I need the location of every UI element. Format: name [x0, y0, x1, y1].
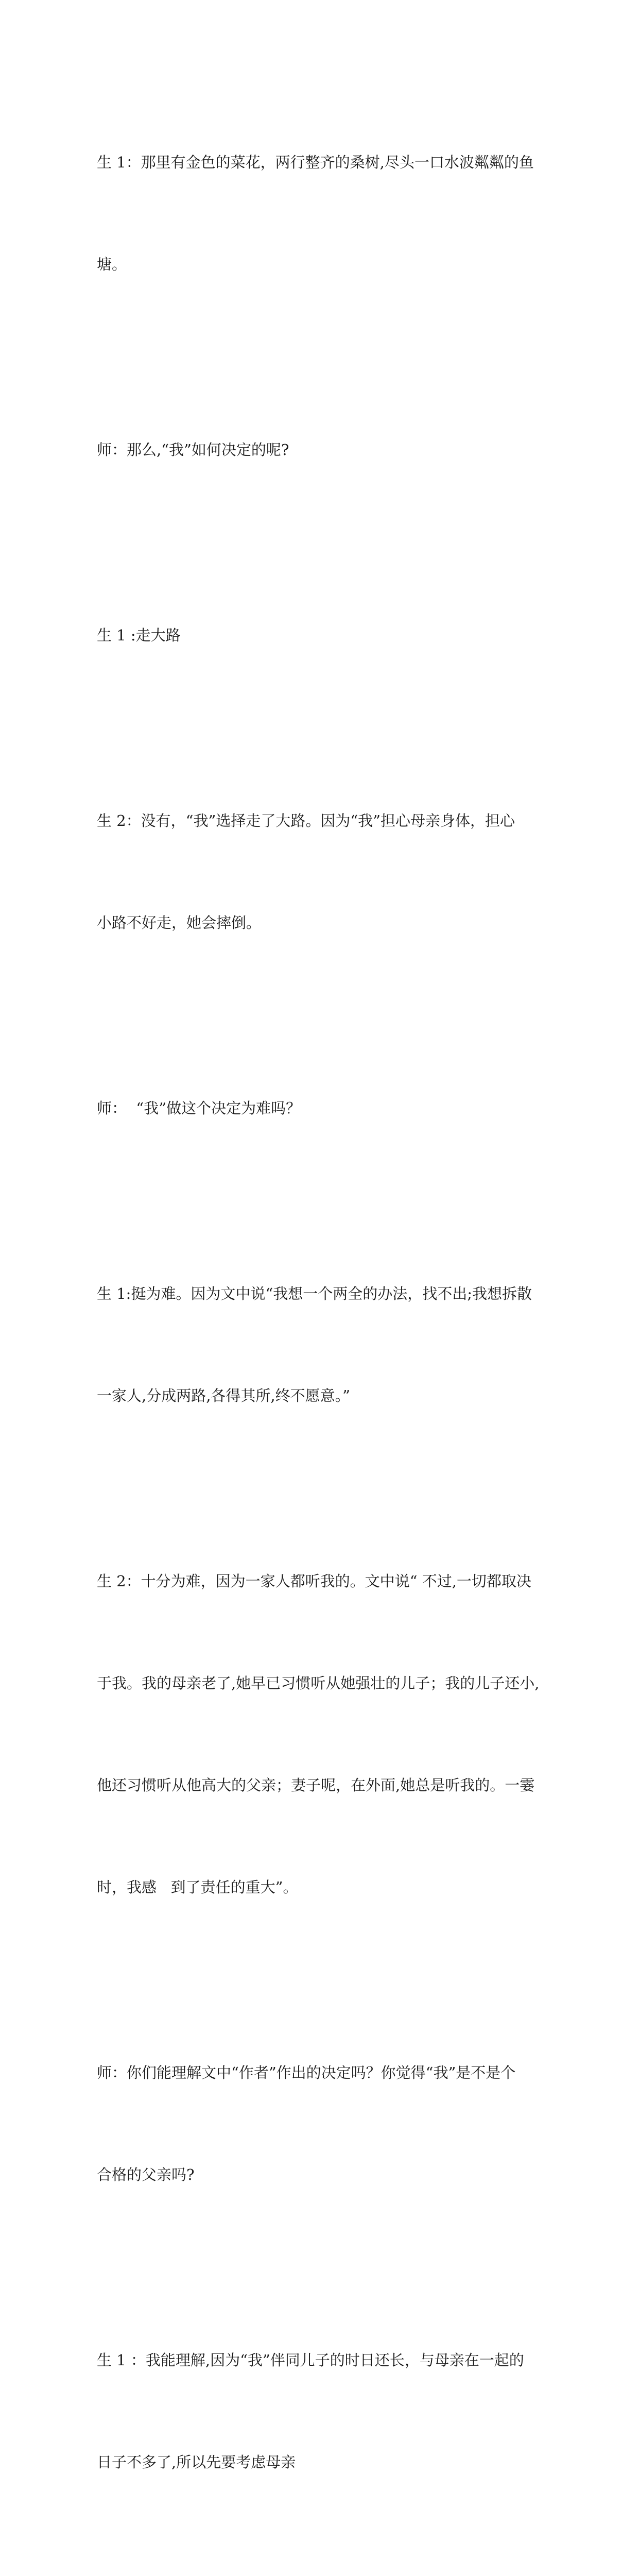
text-line: 师： “我”做这个决定为难吗？	[97, 1099, 301, 1117]
text-line: 合格的父亲吗?	[97, 2166, 195, 2183]
text-line: 生 2：十分为难，因为一家人都听我的。文中说“ 不过,一切都取决	[97, 1572, 531, 1590]
paragraph-teacher-question-understand	[97, 1988, 550, 2260]
text-line: 时，我感 到了责任的重大”。	[97, 1878, 298, 1896]
text-line: 师：那么,“我”如何决定的呢?	[97, 441, 289, 459]
paragraph-student1-understand	[97, 2275, 550, 2547]
paragraph-student2-difficult	[97, 1496, 550, 1972]
text-line: 生 1 ：我能理解,因为“我”伴同儿子的时日还长，与母亲在一起的	[97, 2351, 524, 2369]
text-line: 生 1 :走大路	[97, 626, 181, 644]
text-line: 于我。我的母亲老了,她早已习惯听从她强壮的儿子；我的儿子还小,	[97, 1674, 540, 1692]
paragraph-teacher-question-decision	[97, 365, 550, 535]
text-line: 塘。	[97, 256, 127, 273]
text-line: 小路不好走，她会摔倒。	[97, 914, 262, 931]
text-line: 师：你们能理解文中“作者”作出的决定吗？你觉得“我”是不是个	[97, 2064, 516, 2081]
paragraph-student1-scenery	[97, 77, 550, 349]
text-line: 生 1：那里有金色的菜花，两行整齐的桑树,尽头一口水波粼粼的鱼	[97, 154, 534, 171]
text-line: 他还习惯听从他高大的父亲；妻子呢，在外面,她总是听我的。一霎	[97, 1776, 535, 1794]
paragraph-student1-answer	[97, 550, 550, 720]
paragraph-student2-answer	[97, 736, 550, 1008]
text-line: 一家人,分成两路,各得其所,终不愿意。”	[97, 1387, 350, 1404]
paragraph-teacher-question-difficult	[97, 1023, 550, 1193]
text-line: 生 1:挺为难。因为文中说“我想一个两全的办法，找不出;我想拆散	[97, 1285, 532, 1302]
text-line: 日子不多了,所以先要考虑母亲	[97, 2453, 296, 2471]
paragraph-teacher-question-filial	[97, 2563, 550, 2576]
text-line: 生 2：没有，“我”选择走了大路。因为“我”担心母亲身体，担心	[97, 812, 515, 829]
dialogue-transcript	[97, 77, 550, 2576]
paragraph-student1-difficult	[97, 1209, 550, 1481]
